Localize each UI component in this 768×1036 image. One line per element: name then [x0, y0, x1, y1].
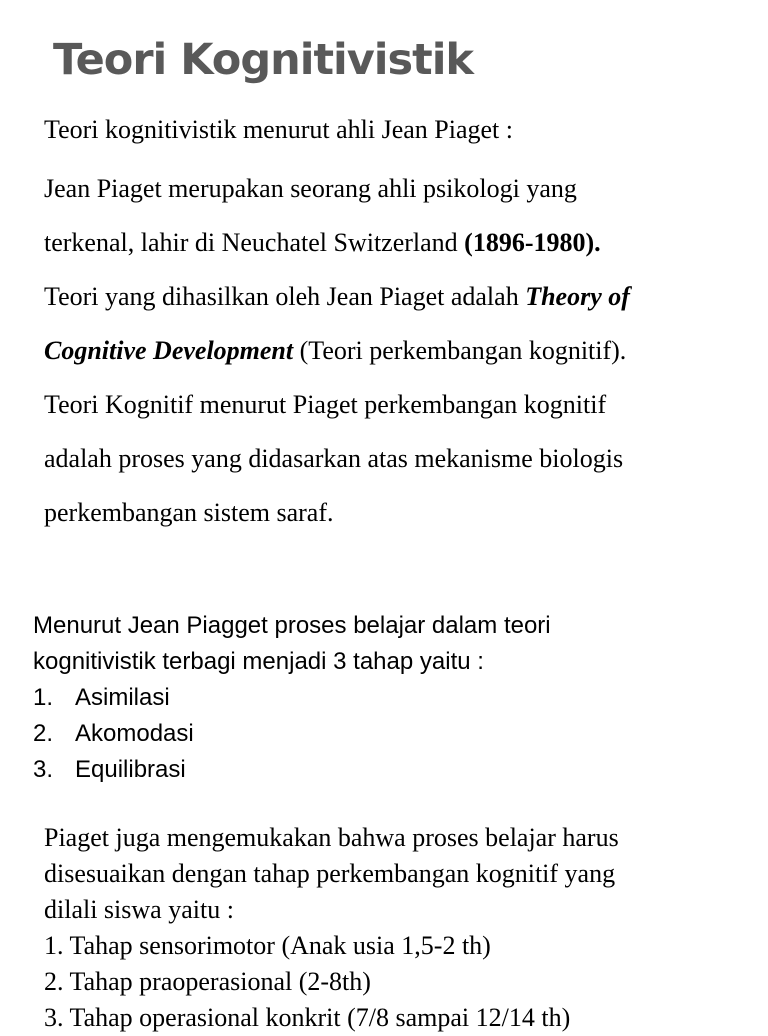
intro-line: Teori Kognitif menurut Piaget perkembangan kognitif	[44, 390, 607, 419]
intro-line: perkembangan sistem saraf.	[44, 498, 334, 527]
intro-line	[44, 216, 744, 270]
stages-list	[44, 928, 744, 1036]
intro-text: terkenal, lahir di Neuchatel Switzerland	[44, 228, 465, 257]
intro-text: Teori yang dihasilkan oleh Jean Piaget adalah	[44, 282, 526, 311]
process-intro-line: kognitivistik terbagi menjadi 3 tahap yaitu :	[33, 648, 484, 675]
intro-text: (Teori perkembangan kognitif).	[293, 336, 627, 365]
stages-intro-line: dilali siswa yaitu :	[44, 895, 234, 924]
birth-years: (1896-1980).	[464, 228, 601, 257]
theory-name: Theory of	[525, 282, 630, 311]
list-item	[33, 752, 551, 788]
list-number: 3.	[33, 756, 54, 783]
stages-intro-line: Piaget juga mengemukakan bahwa proses belajar harus	[44, 823, 619, 852]
list-item: 1. Tahap sensorimotor (Anak usia 1,5-2 th)	[44, 931, 491, 960]
developmental-stages-section	[44, 820, 744, 1036]
intro-section	[44, 112, 744, 540]
intro-line: Jean Piaget merupakan seorang ahli psikologi yang	[44, 174, 577, 203]
list-number: 2.	[33, 720, 54, 747]
list-item: 3. Tahap operasional konkrit (7/8 sampai 12/14 th)	[44, 1003, 571, 1032]
learning-process-section	[33, 608, 551, 788]
theory-name: Cognitive Development	[44, 336, 294, 365]
list-label: Asimilasi	[75, 684, 170, 711]
process-list	[33, 680, 551, 788]
intro-line	[44, 270, 744, 324]
list-item	[33, 716, 551, 752]
intro-line	[44, 324, 744, 378]
process-intro-line: Menurut Jean Piagget proses belajar dalam teori	[33, 612, 551, 639]
page-title: Teori Kognitivistik	[53, 35, 474, 85]
list-number: 1.	[33, 684, 54, 711]
list-item: 2. Tahap praoperasional (2-8th)	[44, 967, 371, 996]
intro-line: adalah proses yang didasarkan atas mekanisme biologis	[44, 444, 624, 473]
list-label: Equilibrasi	[75, 756, 186, 783]
intro-line: Teori kognitivistik menurut ahli Jean Piaget :	[44, 115, 513, 144]
list-item	[33, 680, 551, 716]
stages-intro-line: disesuaikan dengan tahap perkembangan kognitif yang	[44, 859, 616, 888]
list-label: Akomodasi	[75, 720, 194, 747]
